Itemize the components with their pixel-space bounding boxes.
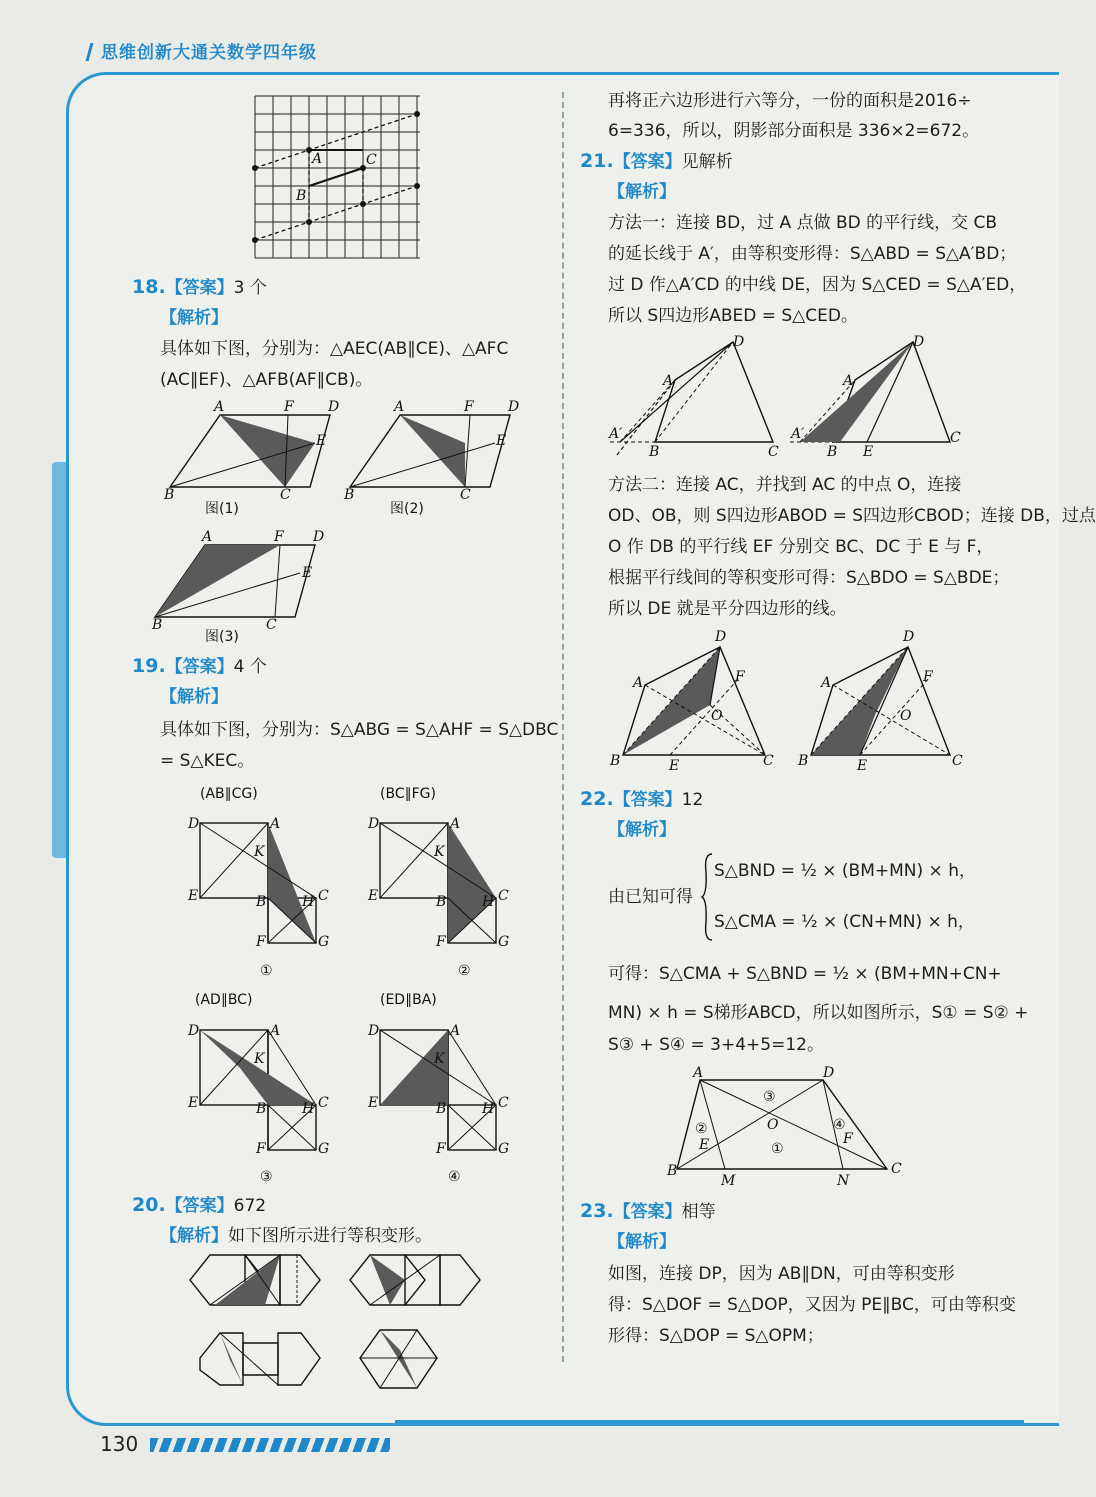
q21-l4: 所以 S四边形ABED = S△CED。 — [608, 306, 858, 326]
m2-D: D — [903, 629, 915, 645]
p2-A: A — [394, 399, 405, 415]
q19-answer-text: 4 个 — [233, 657, 267, 677]
q19-n1: ① — [260, 963, 273, 979]
m1-O: O — [711, 708, 723, 724]
q23-analysis-tag: 【解析】 — [608, 1232, 676, 1252]
s4-B: B — [436, 1101, 447, 1117]
q1-D: D — [733, 334, 745, 350]
brace-icon — [700, 852, 714, 942]
p1-E: E — [316, 433, 327, 449]
s2-K: K — [434, 844, 445, 860]
q2-C: C — [950, 430, 961, 446]
q18-fig2-caption: 图(2) — [390, 501, 424, 517]
s1-B: B — [256, 894, 267, 910]
label-B: B — [296, 188, 307, 204]
q18-answer-tag: 【答案】 — [165, 278, 234, 298]
q2-A-prime: A′ — [791, 426, 805, 442]
q22-answer-text: 12 — [681, 790, 704, 810]
s2-G: G — [498, 934, 510, 950]
p2-E: E — [496, 433, 507, 449]
p2-D: D — [508, 399, 520, 415]
q18-fig3-caption: 图(3) — [205, 629, 239, 645]
running-head — [88, 38, 317, 63]
m1-E: E — [669, 758, 680, 774]
s1-A: A — [270, 816, 281, 832]
q20-cont-line1: 再将正六边形进行六等分，一份的面积是2016÷ — [608, 91, 972, 111]
q23-answer-tag: 【答案】 — [613, 1202, 682, 1222]
q18-line1: 具体如下图，分别为：△AEC(AB∥CE)、△AFC — [160, 339, 509, 359]
q22-answer-tag: 【答案】 — [613, 790, 682, 810]
q23-number: 23. — [580, 1200, 614, 1222]
q21-answer-tag: 【答案】 — [613, 152, 682, 172]
q21-l2: 的延长线于 A′，由等积变形得：S△ABD = S△A′BD； — [608, 244, 1017, 264]
t-N: N — [837, 1173, 850, 1189]
s1-C: C — [318, 888, 329, 904]
t-E: E — [699, 1137, 710, 1153]
q21-method1-figures — [605, 330, 985, 465]
q22-r1: 可得：S△CMA + S△BND = ½ × (BM+MN+CN+ — [608, 964, 1002, 984]
q21-m1: 方法二：连接 AC，并找到 AC 的中点 O，连接 — [608, 475, 962, 495]
grid-figure — [250, 92, 425, 262]
s1-G: G — [318, 934, 330, 950]
m2-A: A — [821, 675, 832, 691]
s2-C: C — [498, 888, 509, 904]
label-C: C — [366, 152, 377, 168]
q22-r3: S③ + S④ = 3+4+5=12。 — [608, 1035, 824, 1055]
q2-D: D — [913, 334, 925, 350]
q18-line2: (AC∥EF)、△AFB(AF∥CB)。 — [160, 370, 373, 390]
q18-answer — [132, 272, 267, 304]
p1-B: B — [164, 487, 175, 503]
q19-c2: (BC∥FG) — [380, 786, 436, 802]
q22-answer — [580, 784, 703, 816]
q18-figures — [150, 395, 550, 655]
t-4: ④ — [833, 1117, 846, 1133]
s2-B: B — [436, 894, 447, 910]
t-O: O — [767, 1117, 779, 1133]
q1-B: B — [649, 444, 660, 460]
q1-C: C — [768, 444, 779, 460]
q1-A: A — [663, 373, 674, 389]
p3-A: A — [202, 529, 213, 545]
s1-K: K — [254, 844, 265, 860]
s3-A: A — [270, 1023, 281, 1039]
s2-D: D — [368, 816, 380, 832]
q23-l3: 形得：S△DOP = S△OPM； — [608, 1326, 824, 1346]
q2-E: E — [863, 444, 874, 460]
q23-l1: 如图，连接 DP，因为 AB∥DN，可由等积变形 — [608, 1264, 955, 1284]
head-bar-icon — [86, 43, 94, 61]
q23-l2: 得：S△DOF = S△DOP，又因为 PE∥BC，可由等积变 — [608, 1295, 1016, 1315]
q21-number: 21. — [580, 150, 614, 172]
q2-B: B — [827, 444, 838, 460]
s2-E: E — [368, 888, 379, 904]
p3-D: D — [313, 529, 325, 545]
s3-E: E — [188, 1095, 199, 1111]
q21-method2-figures — [605, 625, 985, 775]
s4-H: H — [482, 1101, 495, 1117]
q20-number: 20. — [132, 1194, 166, 1216]
q19-figures — [180, 778, 540, 1188]
s4-G: G — [498, 1141, 510, 1157]
q18-fig1-caption: 图(1) — [205, 501, 239, 517]
q21-m4: 根据平行线间的等积变形可得：S△BDO = S△BDE； — [608, 568, 1010, 588]
s3-K: K — [254, 1051, 265, 1067]
m1-C: C — [763, 753, 774, 769]
s1-D: D — [188, 816, 200, 832]
q19-line1: 具体如下图，分别为：S△ABG = S△AHF = S△DBC — [160, 720, 559, 740]
s3-B: B — [256, 1101, 267, 1117]
q19-c3: (AD∥BC) — [195, 992, 253, 1008]
m2-B: B — [798, 753, 809, 769]
p3-E: E — [302, 565, 313, 581]
p1-F: F — [284, 399, 294, 415]
t-C: C — [891, 1161, 902, 1177]
q19-line2: = S△KEC。 — [160, 751, 255, 771]
s3-C: C — [318, 1095, 329, 1111]
q18-answer-text: 3 个 — [233, 278, 267, 298]
p1-C: C — [280, 487, 291, 503]
q20-cont-line2: 6=336，所以，阴影部分面积是 336×2=672。 — [608, 121, 980, 141]
s4-D: D — [368, 1023, 380, 1039]
p2-C: C — [460, 487, 471, 503]
p3-C: C — [266, 617, 277, 633]
p3-B: B — [152, 617, 163, 633]
s2-A: A — [450, 816, 461, 832]
m1-B: B — [610, 753, 621, 769]
s4-E: E — [368, 1095, 379, 1111]
q20-answer-tag: 【答案】 — [165, 1196, 234, 1216]
book-title: 思维创新大通关数学四年级 — [101, 43, 317, 63]
q21-l1: 方法一：连接 BD，过 A 点做 BD 的平行线，交 CB — [608, 213, 998, 233]
s3-F: F — [256, 1141, 266, 1157]
q19-answer-tag: 【答案】 — [165, 657, 234, 677]
q23-answer — [580, 1196, 716, 1228]
s3-D: D — [188, 1023, 200, 1039]
t-A: A — [693, 1065, 704, 1081]
q23-answer-text: 相等 — [681, 1202, 716, 1222]
t-B: B — [667, 1163, 678, 1179]
q20-figures — [185, 1250, 495, 1400]
q19-c1: (AB∥CG) — [200, 786, 258, 802]
footer-stripes — [150, 1438, 390, 1452]
q22-number: 22. — [580, 788, 614, 810]
q18-analysis-tag: 【解析】 — [160, 308, 228, 328]
s4-A: A — [450, 1023, 461, 1039]
q22-eq2: S△CMA = ½ × (CN+MN) × h， — [714, 912, 975, 932]
s4-F: F — [436, 1141, 446, 1157]
q18-number: 18. — [132, 276, 166, 298]
q19-c4: (ED∥BA) — [380, 992, 437, 1008]
column-divider — [562, 92, 564, 1362]
t-M: M — [721, 1173, 736, 1189]
q19-n2: ② — [458, 963, 471, 979]
t-1: ① — [771, 1141, 784, 1157]
q22-eq1: S△BND = ½ × (BM+MN) × h， — [714, 861, 976, 881]
p2-B: B — [344, 487, 355, 503]
q1-A-prime: A′ — [609, 426, 623, 442]
t-D: D — [823, 1065, 835, 1081]
q20-answer-text: 672 — [233, 1196, 267, 1216]
bottom-rule — [395, 1420, 1024, 1423]
s2-H: H — [482, 894, 495, 910]
q20-analysis — [160, 1221, 432, 1252]
m2-C: C — [952, 753, 963, 769]
q22-trapezoid-figure — [665, 1065, 915, 1190]
t-F: F — [843, 1131, 853, 1147]
p2-F: F — [464, 399, 474, 415]
q22-r2: MN) × h = S梯形ABCD，所以如图所示，S① = S② + — [608, 1003, 1029, 1023]
q2-A: A — [843, 373, 854, 389]
q19-n4: ④ — [448, 1169, 461, 1185]
s1-F: F — [256, 934, 266, 950]
p1-A: A — [214, 399, 225, 415]
m1-D: D — [715, 629, 727, 645]
q19-analysis-tag: 【解析】 — [160, 687, 228, 707]
q21-answer-text: 见解析 — [681, 152, 733, 172]
m2-O: O — [900, 708, 912, 724]
q21-m5: 所以 DE 就是平分四边形的线。 — [608, 599, 847, 619]
t-3: ③ — [763, 1089, 776, 1105]
q21-m3: O 作 DB 的平行线 EF 分别交 BC、DC 于 E 与 F， — [608, 537, 994, 557]
q22-analysis-tag: 【解析】 — [608, 820, 676, 840]
q21-analysis-tag: 【解析】 — [608, 182, 676, 202]
q20-analysis-tag: 【解析】 — [160, 1226, 228, 1246]
q21-l3: 过 D 作△A′CD 的中线 DE，因为 S△CED = S△A′ED， — [608, 275, 1027, 295]
p1-D: D — [328, 399, 340, 415]
s4-K: K — [434, 1051, 445, 1067]
q19-answer — [132, 651, 267, 683]
t-2: ② — [695, 1121, 708, 1137]
q21-answer — [580, 146, 733, 178]
m2-E: E — [857, 758, 868, 774]
s3-G: G — [318, 1141, 330, 1157]
m1-F: F — [735, 669, 745, 685]
q19-number: 19. — [132, 655, 166, 677]
p3-F: F — [274, 529, 284, 545]
q19-n3: ③ — [260, 1169, 273, 1185]
s3-H: H — [302, 1101, 315, 1117]
s1-E: E — [188, 888, 199, 904]
page-number: 130 — [100, 1432, 139, 1456]
q21-m2: OD、OB，则 S四边形ABOD = S四边形CBOD；连接 DB，过点 — [608, 506, 1096, 526]
q22-given: 由已知可得 — [608, 887, 693, 907]
s1-H: H — [302, 894, 315, 910]
m1-A: A — [633, 675, 644, 691]
s4-C: C — [498, 1095, 509, 1111]
q20-answer — [132, 1190, 266, 1222]
m2-F: F — [923, 669, 933, 685]
q20-line1: 如下图所示进行等积变形。 — [228, 1226, 432, 1246]
s2-F: F — [436, 934, 446, 950]
label-A: A — [312, 151, 323, 167]
